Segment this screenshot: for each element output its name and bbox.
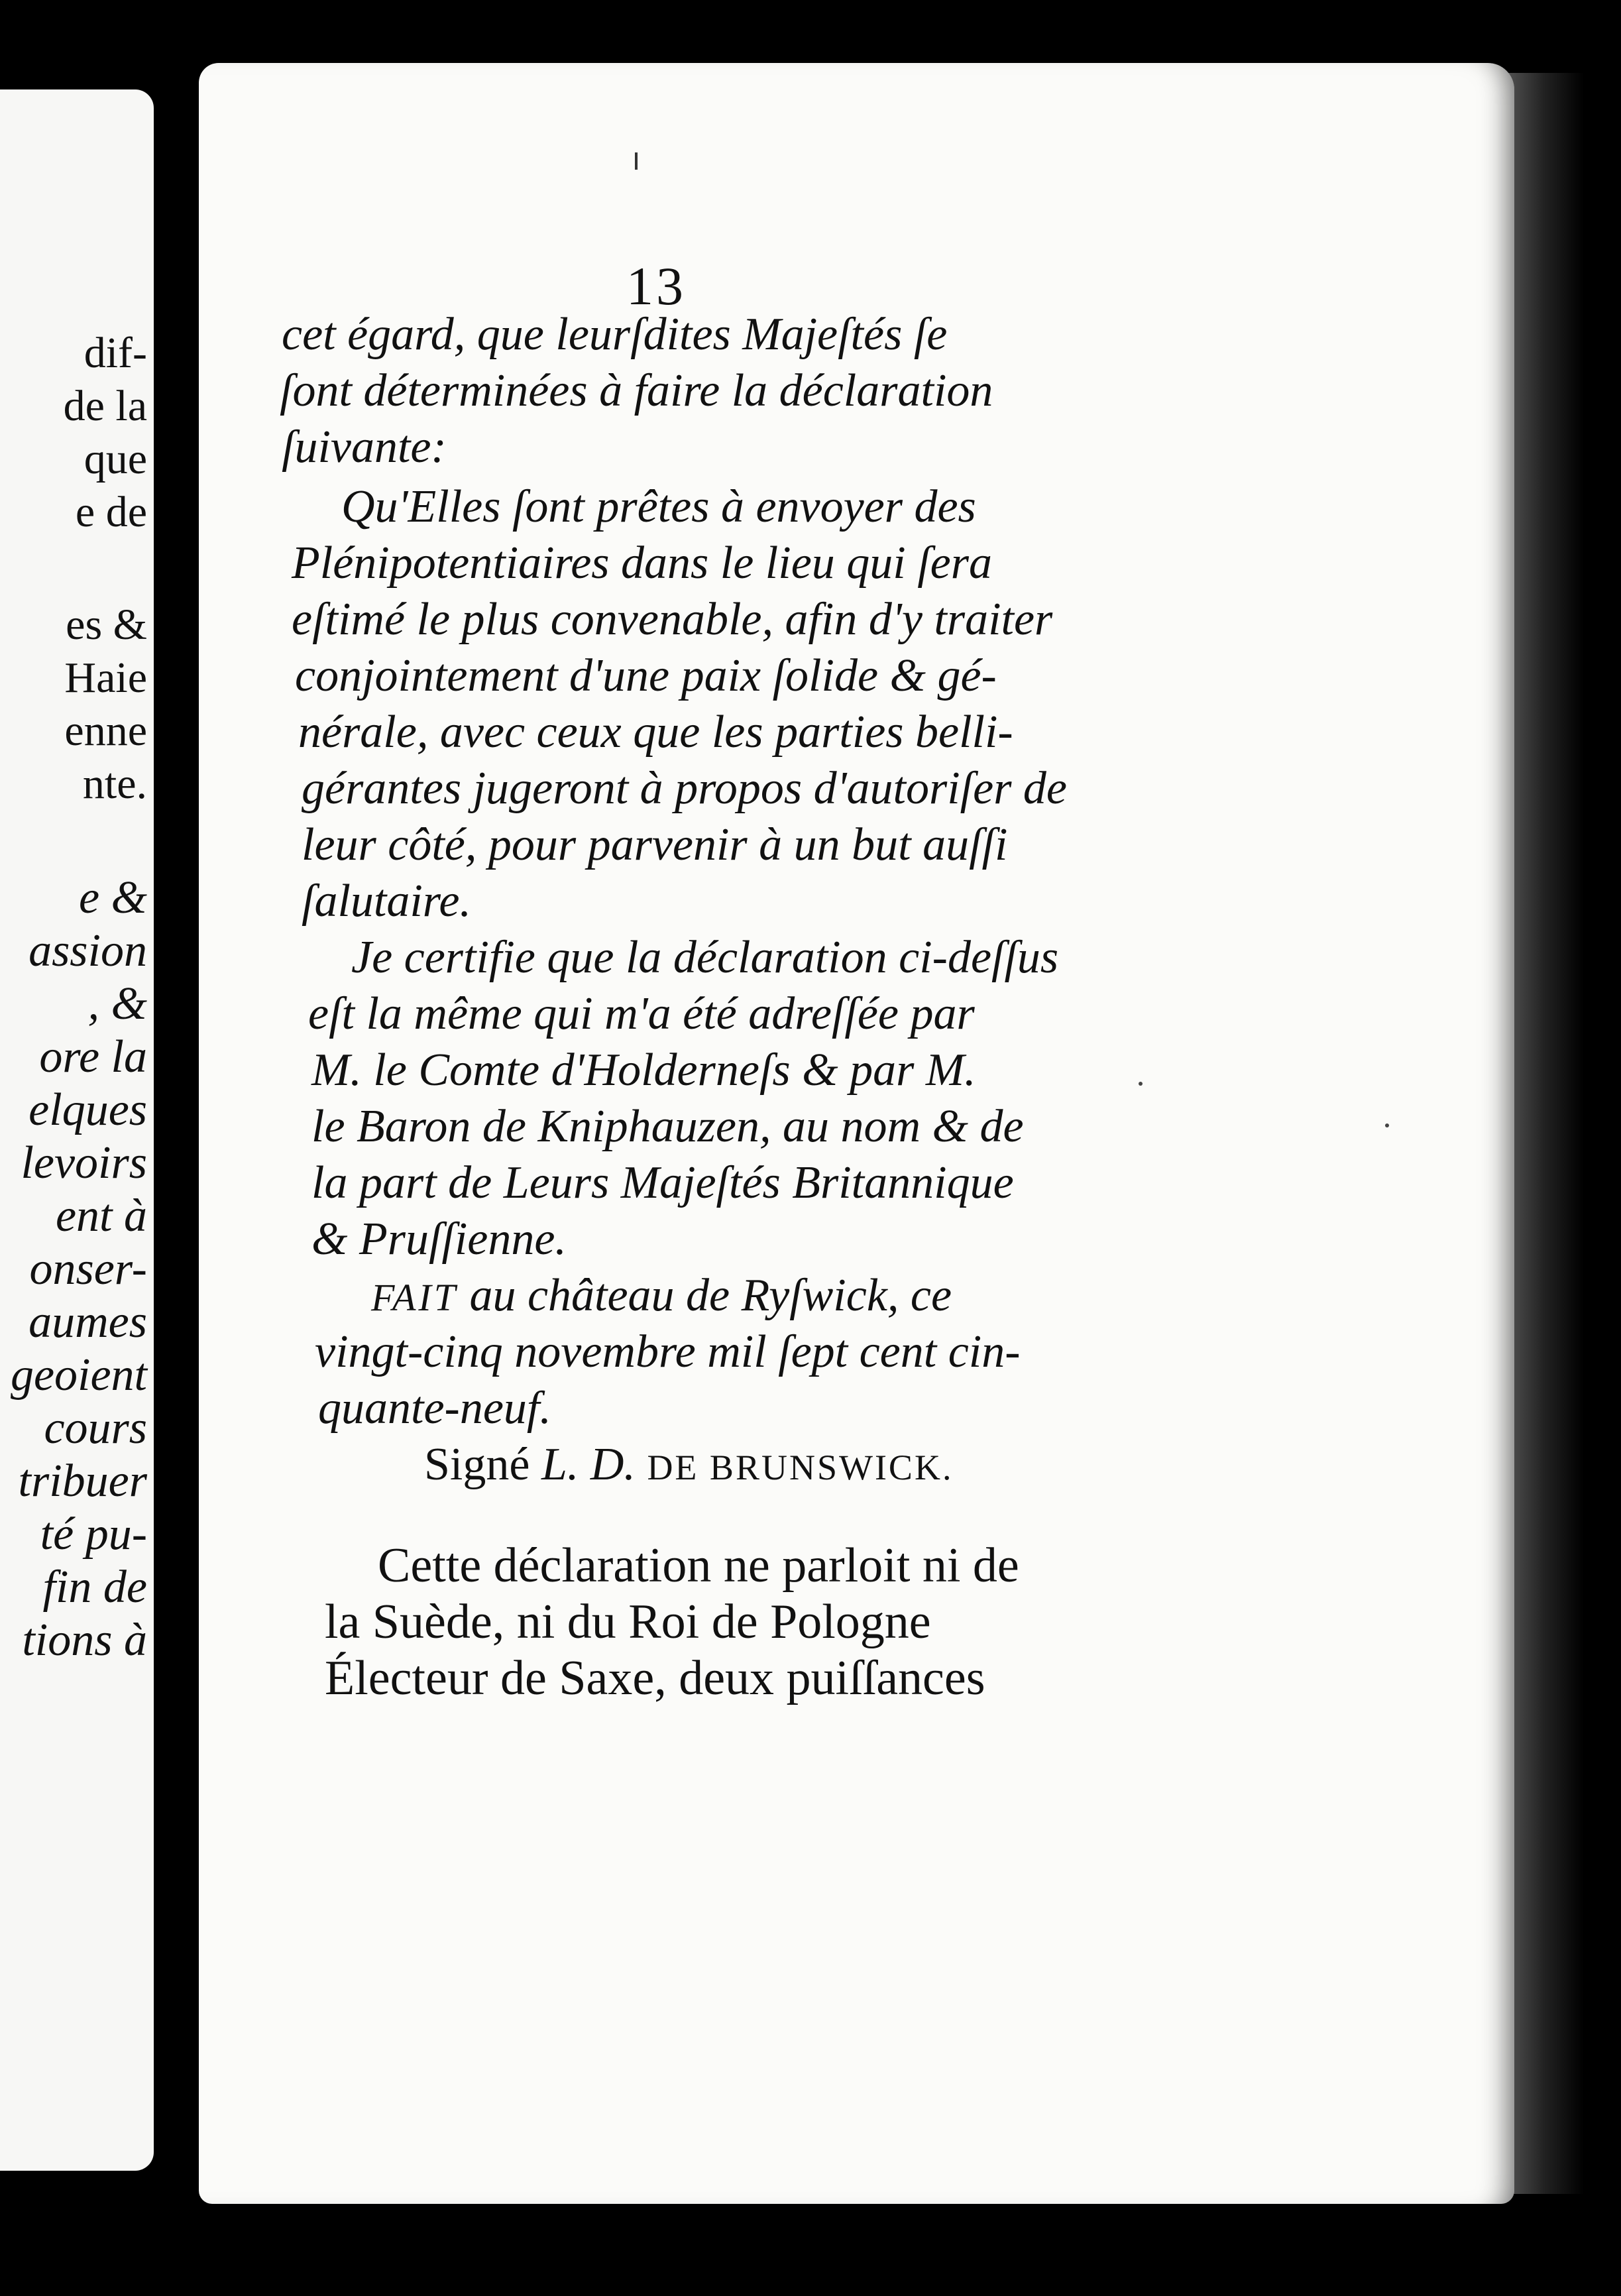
left-page-line: e &: [78, 872, 147, 923]
signature-initials: L. D.: [541, 1439, 636, 1490]
left-page-line: cours: [44, 1403, 147, 1454]
page-mark: [635, 152, 638, 170]
text-line: M. le Comte d'Holderneſs & par M.: [311, 1045, 976, 1096]
text-line: eſtimé le plus convenable, afin d'y traiter: [292, 594, 1053, 645]
signature-name: DE BRUNSWICK.: [647, 1448, 954, 1487]
left-page-line: , &: [87, 978, 147, 1029]
text-line: nérale, avec ceux que les parties belli-: [298, 707, 1013, 758]
text-line: gérantes jugeront à propos d'autoriſer de: [302, 763, 1067, 814]
fait-word: FAIT: [371, 1276, 458, 1319]
text-line: Plénipotentiaires dans le lieu qui ſera: [292, 538, 992, 589]
left-page-line: e de: [75, 488, 147, 536]
left-page-line: es &: [66, 601, 147, 649]
text-line: ſuivante:: [282, 422, 447, 473]
left-page-line: assion: [28, 925, 147, 976]
paper-speck: [1385, 1123, 1389, 1127]
text-line: la part de Leurs Majeſtés Britannique: [311, 1157, 1014, 1208]
left-page-line: nte.: [82, 760, 147, 808]
left-page-line: elques: [28, 1084, 147, 1135]
book-spine-shadow: [1504, 73, 1584, 2194]
text-line: ſont déterminées à faire la déclaration: [280, 365, 993, 416]
fait-line: [371, 1270, 952, 1321]
page-number: 13: [626, 256, 686, 316]
text-line: la Suède, ni du Roi de Pologne: [325, 1595, 931, 1649]
text-line: & Pruſſienne.: [311, 1214, 567, 1265]
left-page-line: de la: [63, 382, 147, 430]
signature-signe: Signé: [424, 1439, 530, 1490]
paper-speck: [1139, 1082, 1143, 1086]
text-line: quante-neuf.: [318, 1383, 551, 1434]
text-line: le Baron de Kniphauzen, au nom & de: [311, 1101, 1024, 1152]
left-page-line: ore la: [39, 1031, 147, 1082]
left-page-line: que: [84, 435, 147, 483]
text-line: leur côté, pour parvenir à un but auſſi: [302, 819, 1008, 870]
text-line: Je certifie que la déclaration ci-deſſus: [351, 932, 1059, 983]
left-page-line: Haie: [64, 654, 147, 702]
fait-line-text: au château de Ryſwick, ce: [469, 1270, 952, 1321]
left-page-line: dif-: [84, 329, 147, 377]
left-page-line: tions à: [22, 1615, 147, 1666]
text-line: eſt la même qui m'a été adreſſée par: [308, 988, 975, 1039]
signature-line: [424, 1439, 954, 1490]
left-page-line: enne: [64, 707, 147, 755]
left-page-line: levoirs: [21, 1137, 147, 1188]
text-line: conjointement d'une paix ſolide & gé-: [295, 650, 997, 701]
text-line: ſalutaire.: [302, 876, 472, 927]
text-line: cet égard, que leurſdites Majeſtés ſe: [282, 309, 948, 360]
left-page-line: té pu-: [40, 1509, 147, 1560]
left-page-line: tribuer: [18, 1456, 147, 1507]
text-line: Électeur de Saxe, deux puiſſances: [325, 1651, 985, 1705]
left-page-line: ent à: [55, 1190, 147, 1241]
left-facing-page: [0, 89, 154, 2171]
text-line: vingt-cinq novembre mil ſept cent cin-: [315, 1326, 1021, 1377]
text-line: Cette déclaration ne parloit ni de: [378, 1538, 1019, 1593]
left-page-line: fin de: [42, 1562, 147, 1613]
left-page-line: onser-: [29, 1243, 147, 1294]
text-line: Qu'Elles ſont prêtes à envoyer des: [341, 481, 976, 532]
left-page-line: aumes: [28, 1296, 147, 1348]
left-page-line: geoient: [10, 1349, 147, 1401]
